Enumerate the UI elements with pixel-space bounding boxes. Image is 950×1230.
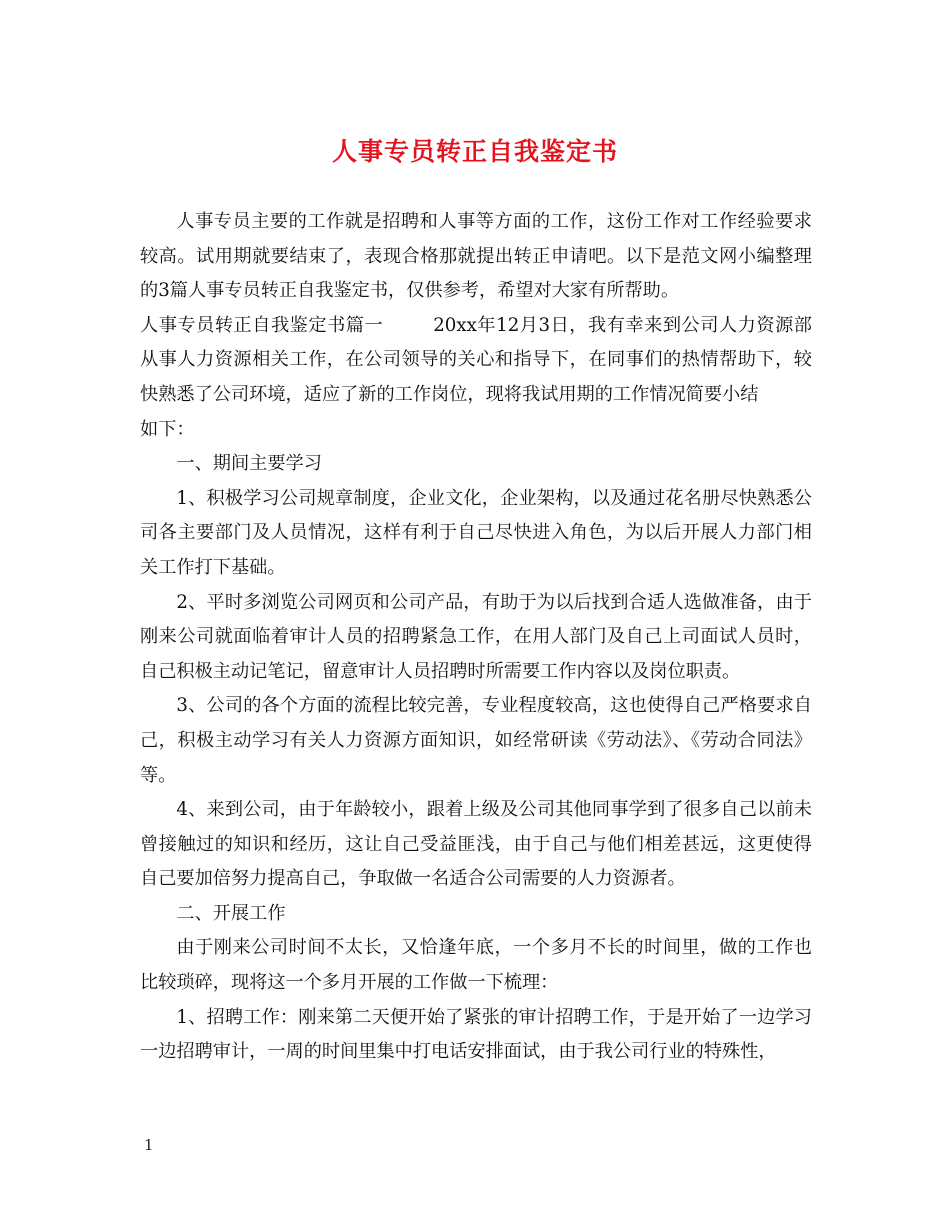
study-item-4: 4、来到公司，由于年龄较小，跟着上级及公司其他同事学到了很多自己以前未曾接触过的知识和经历，这让自己受益匪浅，由于自己与他们相差甚远，这更使得自己要加倍努力提高自己，争取做一名适合公司需要的人力资源者。 [140, 799, 812, 890]
study-item-2: 2、平时多浏览公司网页和公司产品，有助于为以后找到合适人选做准备，由于刚来公司就面临着审计人员的招聘紧急工作，在用人部门及自己上司面试人员时，自己积极主动记笔记，留意审计人员招聘时所需要工作内容以及岗位职责。 [140, 591, 812, 682]
document-title: 人事专员转正自我鉴定书 [331, 137, 618, 166]
document-body [140, 205, 812, 1070]
section-one-continuation: 如下： [140, 418, 195, 440]
work-heading: 二、开展工作 [176, 902, 286, 924]
work-item-1: 1、招聘工作：刚来第二天便开始了紧张的审计招聘工作，于是开始了一边学习一边招聘审计，一周的时间里集中打电话安排面试，由于我公司行业的特殊性， [140, 1006, 812, 1063]
study-heading: 一、期间主要学习 [176, 453, 322, 475]
study-item-3: 3、公司的各个方面的流程比较完善，专业程度较高，这也使得自己严格要求自己，积极主动学习有关人力资源方面知识，如经常研读《劳动法》、《劳动合同法》等。 [140, 695, 812, 786]
intro-paragraph: 人事专员主要的工作就是招聘和人事等方面的工作，这份工作对工作经验要求较高。试用期就要结束了，表现合格那就提出转正申请吧。以下是范文网小编整理的3篇人事专员转正自我鉴定书，仅供参考，希望对大家有所帮助。 [140, 211, 812, 302]
work-intro: 由于刚来公司时间不太长，又恰逢年底，一个多月不长的时间里，做的工作也比较琐碎，现将这一个多月开展的工作做一下梳理： [140, 937, 812, 994]
page-number: 1 [144, 1136, 154, 1154]
section-one-text: 20xx年12月3日，我有幸来到公司人力资源部从事人力资源相关工作，在公司领导的关心和指导下，在同事们的热情帮助下，较快熟悉了公司环境，适应了新的工作岗位，现将我试用期的工作情况简要小结 [140, 314, 812, 405]
section-one-heading: 人事专员转正自我鉴定书篇一 [140, 314, 384, 336]
study-item-1: 1、积极学习公司规章制度，企业文化，企业架构，以及通过花名册尽快熟悉公司各主要部门及人员情况，这样有利于自己尽快进入角色，为以后开展人力部门相关工作打下基础。 [140, 487, 812, 578]
section-one-paragraph [140, 309, 812, 413]
